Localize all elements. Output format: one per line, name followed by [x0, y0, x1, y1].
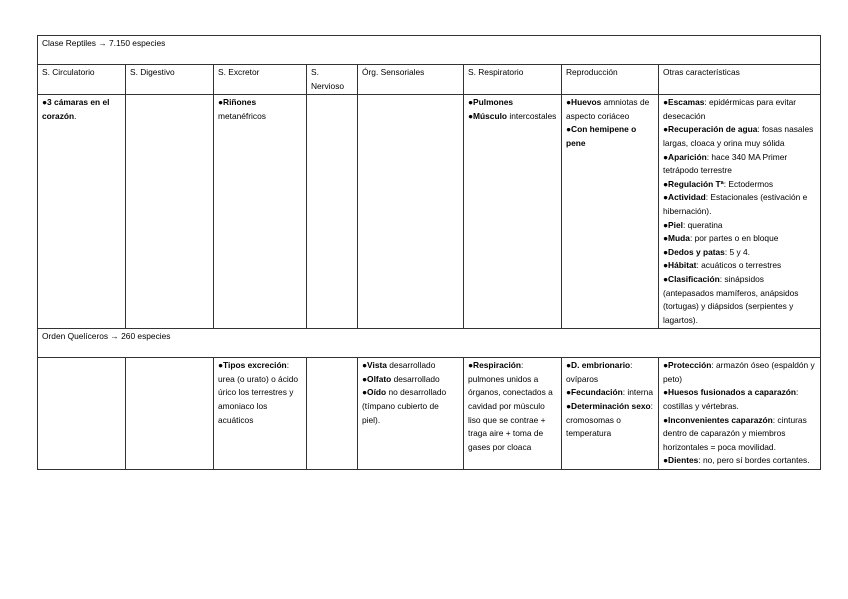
- cell-entry: [663, 151, 816, 178]
- entry-text: : interna: [622, 387, 653, 398]
- entry-text: amniotas de aspecto coriáceo: [566, 97, 650, 121]
- cell-entry: [663, 386, 816, 413]
- entry-text: desarrollado: [386, 360, 436, 371]
- cell-entry: [663, 178, 816, 192]
- header-respiratorio: S. Respiratorio: [464, 65, 562, 95]
- cell-entry: [663, 454, 816, 468]
- cell-entry: [566, 386, 654, 400]
- entry-key: ●Protección: [663, 360, 712, 371]
- queliceros-sensoriales-cell: [358, 358, 464, 470]
- entry-key: ●Respiración: [468, 360, 521, 371]
- entry-text: : urea (o urato) o ácido úrico los terrestres y amoniaco los acuáticos: [218, 360, 299, 425]
- entry-key: ●Con hemipene o pene: [566, 124, 637, 148]
- entry-text: : ovíparos: [566, 360, 633, 384]
- entry-text: : hace 340 MA Primer tetrápodo terrestre: [663, 151, 788, 176]
- reptiles-otras-cell: [659, 95, 821, 329]
- reptiles-circulatorio-cell: [38, 95, 126, 329]
- entry-text: no desarrollado (tímpano cubierto de piel).: [362, 387, 447, 425]
- entry-key: ●Tipos excreción: [218, 360, 287, 371]
- queliceros-reproduccion-cell: [562, 358, 659, 470]
- queliceros-title: Orden Quelíceros → 260 especies: [38, 329, 821, 358]
- reptiles-digestivo-cell: [126, 95, 214, 329]
- queliceros-otras-cell: [659, 358, 821, 470]
- queliceros-digestivo-cell: [126, 358, 214, 470]
- reptiles-excretor-cell: [214, 95, 307, 329]
- entry-key: ●Vista: [362, 360, 387, 371]
- cell-entry: [468, 96, 557, 110]
- cell-entry: [566, 359, 654, 386]
- entry-text: : epidérmicas para evitar desecación: [663, 97, 797, 121]
- entry-key: ●Regulación Tª: [663, 178, 724, 189]
- entry-text: : armazón óseo (espaldón y peto): [663, 360, 815, 384]
- cell-entry: [663, 246, 816, 260]
- entry-key: ●Dientes: [663, 455, 699, 466]
- entry-text: : 5 y 4.: [724, 246, 750, 257]
- cell-entry: [362, 373, 459, 387]
- cell-entry: [663, 219, 816, 233]
- reptiles-title: Clase Reptiles → 7.150 especies: [38, 36, 821, 65]
- entry-key: ●Huevos: [566, 97, 602, 108]
- reptiles-respiratorio-cell: [464, 95, 562, 329]
- entry-text: : costillas y vértebras.: [663, 387, 799, 412]
- entry-key: ●Huesos fusionados a caparazón: [663, 387, 797, 398]
- entry-text: : queratina: [682, 219, 723, 230]
- cell-entry: [566, 400, 654, 441]
- entry-text: : sinápsidos (antepasados mamíferos, anápsidos (tortugas) y diápsidos (serpientes y lagartos).: [663, 273, 799, 325]
- cell-entry: [663, 96, 816, 123]
- entry-key: ●Pulmones: [468, 97, 514, 108]
- header-otras: Otras características: [659, 65, 821, 95]
- entry-text: intercostales: [507, 110, 557, 121]
- cell-entry: [566, 123, 654, 150]
- entry-key: ●Olfato: [362, 373, 392, 384]
- entry-key: ●Hábitat: [663, 260, 697, 271]
- entry-text: : no, pero sí bordes cortantes.: [698, 455, 810, 466]
- entry-key: ●Clasificación: [663, 273, 720, 284]
- cell-entry: [362, 359, 459, 373]
- header-sensoriales: Órg. Sensoriales: [358, 65, 464, 95]
- entry-text: : Estacionales (estivación e hibernación).: [663, 192, 808, 216]
- entry-key: ●3 cámaras en el corazón: [42, 97, 110, 121]
- entry-text: : cromosomas o temperatura: [566, 401, 653, 439]
- cell-entry: [663, 359, 816, 386]
- cell-entry: [663, 414, 816, 455]
- reptiles-sensoriales-cell: [358, 95, 464, 329]
- entry-text: : por partes o en bloque: [689, 233, 779, 244]
- queliceros-circulatorio-cell: [38, 358, 126, 470]
- cell-entry: [362, 386, 459, 427]
- entry-key: ●Riñones: [218, 97, 257, 108]
- entry-text: metanéfricos: [218, 110, 266, 121]
- entry-text: .: [74, 110, 77, 121]
- entry-key: ●Oído: [362, 387, 387, 398]
- entry-key: ●Músculo: [468, 110, 508, 121]
- entry-text: : fosas nasales largas, cloaca y orina muy sólida: [663, 124, 814, 148]
- cell-entry: [42, 96, 121, 123]
- cell-entry: [468, 359, 557, 454]
- entry-key: ●Recuperación de agua: [663, 124, 758, 135]
- cell-entry: [663, 123, 816, 150]
- entry-key: ●Muda: [663, 233, 690, 244]
- queliceros-respiratorio-cell: [464, 358, 562, 470]
- queliceros-nervioso-cell: [307, 358, 358, 470]
- entry-key: ●Aparición: [663, 151, 707, 162]
- cell-entry: [218, 96, 302, 123]
- queliceros-excretor-cell: [214, 358, 307, 470]
- cell-entry: [468, 110, 557, 124]
- header-reproduccion: Reproducción: [562, 65, 659, 95]
- entry-key: ●Dedos y patas: [663, 246, 725, 257]
- entry-text: : cinturas dentro de caparazón y miembros horizontales = poca movilidad.: [663, 414, 807, 452]
- entry-text: : acuáticos o terrestres: [696, 260, 782, 271]
- cell-entry: [663, 259, 816, 273]
- cell-entry: [566, 96, 654, 123]
- entry-key: ●Piel: [663, 219, 683, 230]
- header-excretor: S. Excretor: [214, 65, 307, 95]
- header-digestivo: S. Digestivo: [126, 65, 214, 95]
- cell-entry: [663, 273, 816, 327]
- entry-key: ●Inconvenientes caparazón: [663, 414, 773, 425]
- header-nervioso: S. Nervioso: [307, 65, 358, 95]
- classification-table: [37, 35, 821, 470]
- entry-key: ●Determinación sexo: [566, 401, 651, 412]
- entry-text: desarrollado: [391, 373, 440, 384]
- reptiles-nervioso-cell: [307, 95, 358, 329]
- entry-key: ●Escamas: [663, 97, 705, 108]
- cell-entry: [218, 359, 302, 427]
- entry-text: : pulmones unidos a órganos, conectados a cavidad por músculo liso que se contrae + traga aire + toma de gases por cloaca: [468, 360, 553, 452]
- entry-key: ●Actividad: [663, 192, 706, 203]
- header-circulatorio: S. Circulatorio: [38, 65, 126, 95]
- entry-text: : Ectodermos: [723, 178, 774, 189]
- reptiles-reproduccion-cell: [562, 95, 659, 329]
- cell-entry: [663, 232, 816, 246]
- cell-entry: [663, 191, 816, 218]
- entry-key: ●Fecundación: [566, 387, 623, 398]
- entry-key: ●D. embrionario: [566, 360, 631, 371]
